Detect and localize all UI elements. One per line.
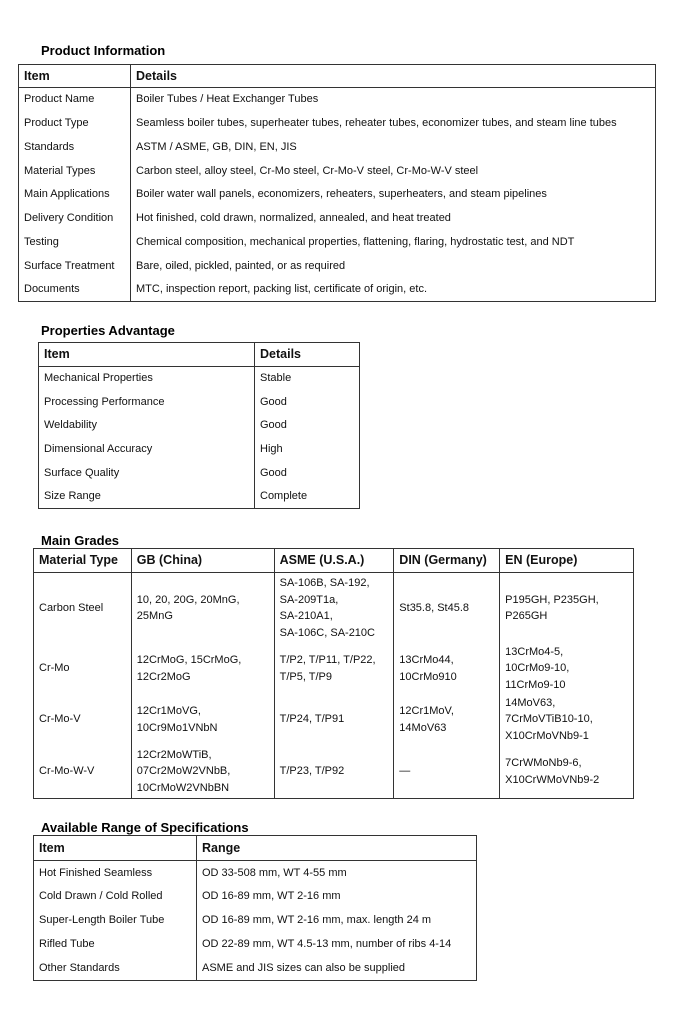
column-header-details: Details	[255, 343, 360, 367]
cell-line: SA-106C, SA-210C	[279, 626, 375, 639]
table-row	[34, 861, 477, 885]
cell-din	[394, 694, 500, 746]
cell-din	[394, 746, 500, 799]
cell-item: Processing Performance	[39, 390, 255, 414]
cell-details: Boiler Tubes / Heat Exchanger Tubes	[131, 88, 656, 112]
cell-material-type: Cr-Mo-W-V	[34, 746, 132, 799]
cell-item: Standards	[19, 135, 131, 159]
cell-line: T/P23, T/P92	[279, 765, 345, 778]
table-row	[19, 278, 656, 302]
cell-item: Super-Length Boiler Tube	[34, 909, 197, 933]
table-row	[34, 694, 634, 746]
cell-line: T/P24, T/P91	[279, 713, 345, 726]
cell-line: 10CrMo9-10,	[505, 662, 570, 675]
cell-line: X10CrWMoVNb9-2	[505, 773, 600, 786]
cell-details: High	[255, 438, 360, 462]
cell-item: Delivery Condition	[19, 206, 131, 230]
table-row	[19, 135, 656, 159]
range-table	[33, 835, 477, 981]
product-info-table	[18, 64, 656, 302]
cell-material-type: Cr-Mo	[34, 644, 132, 694]
cell-line: St35.8, St45.8	[399, 601, 470, 614]
cell-details: Good	[255, 414, 360, 438]
table-row	[34, 885, 477, 909]
cell-line: 07Cr2MoW2VNbB,	[136, 765, 231, 778]
cell-en	[500, 644, 634, 694]
table-row	[19, 183, 656, 207]
table-row	[34, 957, 477, 981]
table-row	[19, 230, 656, 254]
cell-item: Main Applications	[19, 183, 131, 207]
cell-asme	[274, 694, 394, 746]
cell-asme	[274, 746, 394, 799]
cell-en	[500, 573, 634, 644]
cell-line: 12Cr1MoV,	[399, 704, 454, 717]
range-title: Available Range of Specifications	[41, 820, 249, 835]
cell-line: 12Cr2MoG	[136, 670, 191, 683]
cell-item: Cold Drawn / Cold Rolled	[34, 885, 197, 909]
table-header-row	[19, 65, 656, 88]
cell-line: SA-209T1a,	[279, 593, 339, 606]
cell-range: OD 16-89 mm, WT 2-16 mm	[197, 885, 477, 909]
cell-item: Weldability	[39, 414, 255, 438]
cell-line: 7CrWMoNb9-6,	[505, 757, 582, 770]
cell-line: —	[399, 765, 411, 778]
cell-gb	[131, 644, 274, 694]
cell-details: Complete	[255, 485, 360, 509]
cell-line: 11CrMo9-10	[505, 678, 566, 691]
cell-line: 14MoV63,	[505, 696, 556, 709]
properties-title: Properties Advantage	[41, 323, 175, 338]
column-header-material-type: Material Type	[34, 549, 132, 573]
cell-line: 7CrMoVTiB10-10,	[505, 713, 593, 726]
cell-line: P265GH	[505, 610, 548, 623]
cell-item: Mechanical Properties	[39, 367, 255, 391]
cell-line: T/P2, T/P11, T/P22,	[279, 653, 376, 666]
cell-item: Product Type	[19, 111, 131, 135]
column-header-item: Item	[34, 836, 197, 861]
cell-details: Good	[255, 390, 360, 414]
table-row	[34, 573, 634, 644]
grades-table	[33, 548, 634, 799]
column-header-item: Item	[19, 65, 131, 88]
cell-line: 10CrMo910	[399, 670, 457, 683]
cell-item: Size Range	[39, 485, 255, 509]
column-header-gb: GB (China)	[131, 549, 274, 573]
cell-item: Hot Finished Seamless	[34, 861, 197, 885]
grades-title: Main Grades	[41, 533, 120, 548]
cell-line: SA-106B, SA-192,	[279, 577, 370, 590]
table-header-row	[34, 549, 634, 573]
cell-line: 13CrMo4-5,	[505, 645, 564, 658]
column-header-din: DIN (Germany)	[394, 549, 500, 573]
cell-details: ASTM / ASME, GB, DIN, EN, JIS	[131, 135, 656, 159]
column-header-range: Range	[197, 836, 477, 861]
cell-line: T/P5, T/P9	[279, 670, 332, 683]
cell-line: SA-210A1,	[279, 610, 333, 623]
table-row	[39, 485, 360, 509]
cell-item: Testing	[19, 230, 131, 254]
cell-line: 12Cr1MoVG,	[136, 704, 201, 717]
cell-details: Boiler water wall panels, economizers, reheaters, superheaters, and steam pipelines	[131, 183, 656, 207]
cell-item: Material Types	[19, 159, 131, 183]
column-header-details: Details	[131, 65, 656, 88]
table-row	[34, 909, 477, 933]
table-row	[19, 159, 656, 183]
cell-details: Stable	[255, 367, 360, 391]
cell-material-type: Cr-Mo-V	[34, 694, 132, 746]
cell-details: Seamless boiler tubes, superheater tubes, reheater tubes, economizer tubes, and steam line tubes	[131, 111, 656, 135]
cell-item: Dimensional Accuracy	[39, 438, 255, 462]
cell-din	[394, 573, 500, 644]
cell-range: OD 16-89 mm, WT 2-16 mm, max. length 24 m	[197, 909, 477, 933]
table-row	[19, 206, 656, 230]
cell-item: Surface Treatment	[19, 254, 131, 278]
cell-item: Surface Quality	[39, 461, 255, 485]
cell-gb	[131, 746, 274, 799]
cell-asme	[274, 573, 394, 644]
cell-gb	[131, 694, 274, 746]
table-row	[19, 111, 656, 135]
cell-item: Other Standards	[34, 957, 197, 981]
cell-en	[500, 746, 634, 799]
cell-details: Carbon steel, alloy steel, Cr-Mo steel, Cr-Mo-V steel, Cr-Mo-W-V steel	[131, 159, 656, 183]
table-header-row	[39, 343, 360, 367]
column-header-en: EN (Europe)	[500, 549, 634, 573]
cell-asme	[274, 644, 394, 694]
table-row	[39, 367, 360, 391]
table-row	[39, 390, 360, 414]
cell-details: Chemical composition, mechanical properties, flattening, flaring, hydrostatic test, and NDT	[131, 230, 656, 254]
table-row	[19, 88, 656, 112]
column-header-item: Item	[39, 343, 255, 367]
cell-details: Good	[255, 461, 360, 485]
cell-range: ASME and JIS sizes can also be supplied	[197, 957, 477, 981]
table-row	[34, 644, 634, 694]
table-row	[34, 746, 634, 799]
cell-line: X10CrMoVNb9-1	[505, 729, 589, 742]
cell-details: Hot finished, cold drawn, normalized, annealed, and heat treated	[131, 206, 656, 230]
product-info-title: Product Information	[41, 43, 166, 58]
cell-line: 25MnG	[136, 610, 173, 623]
table-row	[39, 438, 360, 462]
cell-line: 13CrMo44,	[399, 653, 454, 666]
cell-range: OD 22-89 mm, WT 4.5-13 mm, number of ribs 4-14	[197, 933, 477, 957]
cell-line: 10CrMoW2VNbBN	[136, 782, 230, 795]
table-header-row	[34, 836, 477, 861]
cell-line: 12CrMoG, 15CrMoG,	[136, 653, 242, 666]
cell-item: Rifled Tube	[34, 933, 197, 957]
table-row	[39, 414, 360, 438]
cell-line: P195GH, P235GH,	[505, 593, 599, 606]
cell-line: 10Cr9Mo1VNbN	[136, 721, 218, 734]
cell-details: MTC, inspection report, packing list, certificate of origin, etc.	[131, 278, 656, 302]
table-row	[19, 254, 656, 278]
cell-details: Bare, oiled, pickled, painted, or as required	[131, 254, 656, 278]
cell-range: OD 33-508 mm, WT 4-55 mm	[197, 861, 477, 885]
table-row	[34, 933, 477, 957]
cell-din	[394, 644, 500, 694]
cell-line: 10, 20, 20G, 20MnG,	[136, 593, 240, 606]
column-header-asme: ASME (U.S.A.)	[274, 549, 394, 573]
cell-gb	[131, 573, 274, 644]
properties-table	[38, 342, 360, 509]
cell-material-type: Carbon Steel	[34, 573, 132, 644]
table-row	[39, 461, 360, 485]
cell-line: 12Cr2MoWTiB,	[136, 748, 212, 761]
cell-en	[500, 694, 634, 746]
cell-line: 14MoV63	[399, 721, 447, 734]
cell-item: Product Name	[19, 88, 131, 112]
cell-item: Documents	[19, 278, 131, 302]
